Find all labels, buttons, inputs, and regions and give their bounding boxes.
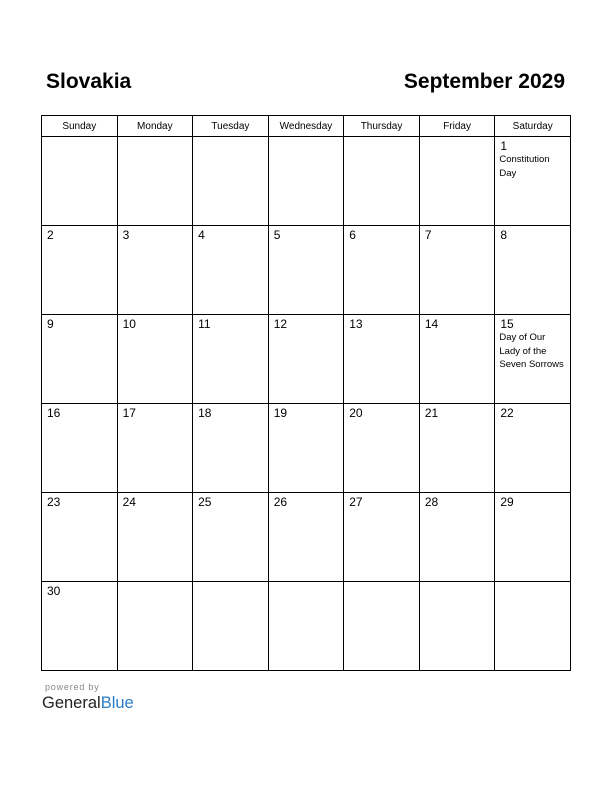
- month-year-title: September 2029: [403, 70, 565, 93]
- day-number: 28: [424, 495, 439, 509]
- day-cell: [495, 582, 571, 671]
- day-number: 12: [273, 317, 288, 331]
- day-cell: [344, 404, 420, 493]
- day-number: 20: [349, 406, 363, 420]
- day-cell: [495, 137, 571, 226]
- day-cell: [42, 226, 118, 315]
- day-cell: [495, 404, 571, 493]
- brand-general: General: [42, 694, 101, 712]
- weekday-monday: Monday: [117, 116, 193, 137]
- day-number: 9: [47, 317, 54, 331]
- day-number: 21: [424, 406, 439, 420]
- holiday-label: Day of Our Lady of the Seven Sorrows: [499, 332, 564, 370]
- day-number: 2: [47, 228, 54, 242]
- weekday-saturday: Saturday: [495, 116, 571, 137]
- day-cell: [42, 404, 118, 493]
- day-number: 11: [198, 317, 211, 331]
- day-number: [42, 137, 117, 140]
- day-number: 22: [500, 406, 514, 420]
- day-cell: [193, 493, 269, 582]
- day-number: 26: [273, 495, 288, 509]
- weekday-wednesday: Wednesday: [268, 116, 344, 137]
- day-cell: [193, 582, 269, 671]
- day-cell: [193, 226, 269, 315]
- day-cell: [268, 582, 344, 671]
- day-cell: [419, 137, 495, 226]
- day-cell: [419, 226, 495, 315]
- generalblue-logo: [42, 694, 134, 713]
- day-cell: [117, 315, 193, 404]
- day-number: 6: [349, 228, 356, 242]
- week-row: [42, 315, 571, 404]
- day-cell: [419, 582, 495, 671]
- day-number: [269, 137, 344, 140]
- day-cell: [268, 493, 344, 582]
- day-cell: [42, 315, 118, 404]
- day-cell: [268, 226, 344, 315]
- day-number: 27: [349, 495, 363, 509]
- day-number: 14: [424, 317, 439, 331]
- day-cell: [193, 137, 269, 226]
- weekday-header-row: [42, 116, 571, 137]
- day-cell: [42, 582, 118, 671]
- day-cell: [495, 226, 571, 315]
- day-number: 23: [47, 495, 61, 509]
- day-number: 19: [273, 406, 288, 420]
- day-number: 16: [47, 406, 61, 420]
- day-cell: [344, 226, 420, 315]
- day-cell: [268, 137, 344, 226]
- day-cell: [268, 315, 344, 404]
- day-cell: [42, 137, 118, 226]
- week-row: [42, 404, 571, 493]
- day-number: 5: [273, 228, 281, 242]
- day-number: 18: [198, 406, 212, 420]
- week-row: [42, 582, 571, 671]
- day-number: 29: [500, 495, 514, 509]
- day-number: [495, 582, 570, 585]
- week-row: [42, 493, 571, 582]
- day-cell: [419, 315, 495, 404]
- day-number: 25: [198, 495, 212, 509]
- day-number: [420, 582, 495, 585]
- day-number: [344, 137, 419, 140]
- day-number: [344, 582, 419, 585]
- day-cell: [117, 582, 193, 671]
- powered-by-label: powered by: [45, 682, 100, 692]
- weekday-friday: Friday: [419, 116, 495, 137]
- calendar-grid: [41, 115, 571, 671]
- day-number: [118, 137, 193, 140]
- brand-blue: Blue: [100, 694, 134, 712]
- day-number: 10: [122, 317, 136, 331]
- day-cell: [344, 493, 420, 582]
- day-number: [269, 582, 344, 585]
- day-number: 30: [47, 584, 61, 598]
- day-number: 3: [122, 228, 130, 242]
- day-number: 17: [122, 406, 136, 420]
- day-number: 1: [500, 139, 508, 153]
- day-number: [193, 582, 268, 585]
- day-cell: [117, 226, 193, 315]
- day-cell: [117, 493, 193, 582]
- day-number: [193, 137, 268, 140]
- day-number: 7: [424, 228, 432, 242]
- day-cell: [419, 493, 495, 582]
- week-row: [42, 226, 571, 315]
- day-cell: [117, 137, 193, 226]
- day-cell: [42, 493, 118, 582]
- day-cell: [495, 493, 571, 582]
- country-title: Slovakia: [46, 70, 132, 93]
- day-cell: [344, 137, 420, 226]
- day-cell: [193, 404, 269, 493]
- day-number: 24: [122, 495, 136, 509]
- week-row: [42, 137, 571, 226]
- day-cell: [344, 315, 420, 404]
- day-cell: [117, 404, 193, 493]
- day-cell: [419, 404, 495, 493]
- weekday-sunday: Sunday: [42, 116, 118, 137]
- day-number: 8: [500, 228, 508, 242]
- day-number: 4: [198, 228, 205, 242]
- day-number: [420, 137, 495, 140]
- day-cell: [344, 582, 420, 671]
- weekday-thursday: Thursday: [344, 116, 420, 137]
- day-cell: [495, 315, 571, 404]
- weekday-tuesday: Tuesday: [193, 116, 269, 137]
- day-number: [118, 582, 193, 585]
- day-cell: [268, 404, 344, 493]
- day-number: 15: [500, 317, 514, 331]
- holiday-label: Constitution Day: [499, 154, 550, 179]
- day-cell: [193, 315, 269, 404]
- day-number: 13: [349, 317, 363, 331]
